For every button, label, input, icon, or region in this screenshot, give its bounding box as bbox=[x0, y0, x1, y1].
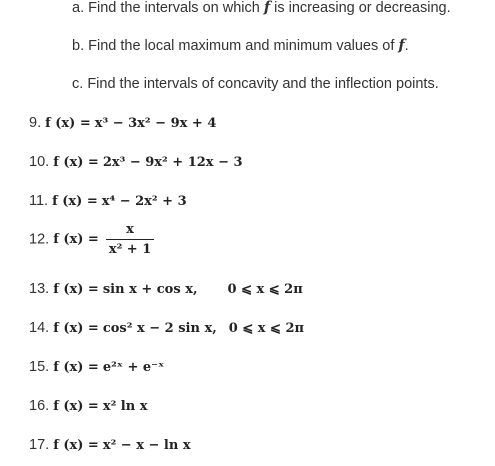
problem-12 bbox=[29, 222, 154, 257]
problem-15 bbox=[29, 359, 164, 375]
problem-number: 9. bbox=[29, 115, 42, 131]
problem-10 bbox=[29, 154, 243, 170]
problem-17 bbox=[29, 437, 191, 453]
subpart-b-label: b. bbox=[72, 38, 85, 54]
function-rhs: sin x + cos x, bbox=[102, 282, 198, 297]
subpart-c bbox=[72, 76, 439, 92]
subpart-c-text: Find the intervals of concavity and the inflection points. bbox=[87, 76, 439, 92]
function-lhs: f (x) = bbox=[53, 321, 99, 336]
function-rhs: x⁴ − 2x² + 3 bbox=[101, 194, 187, 209]
domain-constraint: 0 ⩽ x ⩽ 2π bbox=[228, 321, 305, 336]
problem-14 bbox=[29, 320, 304, 336]
subpart-a bbox=[72, 0, 451, 16]
problem-number: 10. bbox=[29, 154, 50, 170]
function-lhs: f (x) = bbox=[45, 116, 91, 131]
problem-13 bbox=[29, 281, 303, 297]
function-rhs: 2x³ − 9x² + 12x − 3 bbox=[102, 155, 243, 170]
function-lhs: f (x) = bbox=[53, 360, 99, 375]
function-rhs: x² ln x bbox=[102, 399, 148, 414]
fraction-denominator: x² + 1 bbox=[108, 242, 152, 257]
subpart-a-text-after: is increasing or decreasing. bbox=[274, 0, 451, 16]
domain-constraint: 0 ⩽ x ⩽ 2π bbox=[227, 282, 303, 297]
function-rhs: e²ˣ + e⁻ˣ bbox=[102, 360, 165, 375]
problem-number: 16. bbox=[29, 398, 50, 414]
problem-11 bbox=[29, 193, 187, 209]
function-rhs: x² − x − ln x bbox=[102, 438, 191, 453]
fraction-numerator: x bbox=[106, 222, 154, 240]
fraction bbox=[106, 222, 154, 257]
subpart-a-text: Find the intervals on which bbox=[88, 0, 260, 16]
function-lhs: f (x) = bbox=[53, 232, 99, 247]
subpart-b-text: Find the local maximum and minimum values of bbox=[88, 38, 395, 54]
subpart-b-text-after: . bbox=[404, 38, 409, 54]
problem-number: 13. bbox=[29, 281, 50, 297]
problem-number: 11. bbox=[29, 193, 49, 209]
function-lhs: f (x) = bbox=[53, 155, 99, 170]
problem-number: 17. bbox=[29, 437, 50, 453]
function-lhs: f (x) = bbox=[53, 399, 99, 414]
problem-number: 12. bbox=[29, 231, 50, 248]
function-rhs: x³ − 3x² − 9x + 4 bbox=[94, 116, 217, 131]
function-lhs: f (x) = bbox=[52, 194, 98, 209]
function-lhs: f (x) = bbox=[53, 438, 99, 453]
subpart-c-label: c. bbox=[72, 76, 84, 92]
subpart-b bbox=[72, 37, 409, 54]
subpart-a-label: a. bbox=[72, 0, 85, 16]
function-lhs: f (x) = bbox=[53, 282, 99, 297]
function-rhs: cos² x − 2 sin x, bbox=[102, 321, 217, 336]
subpart-a-f: f bbox=[263, 0, 271, 16]
problem-9 bbox=[29, 115, 216, 131]
problem-16 bbox=[29, 398, 147, 414]
problem-number: 14. bbox=[29, 320, 50, 336]
subpart-b-f: f bbox=[398, 37, 405, 54]
problem-number: 15. bbox=[29, 359, 50, 375]
